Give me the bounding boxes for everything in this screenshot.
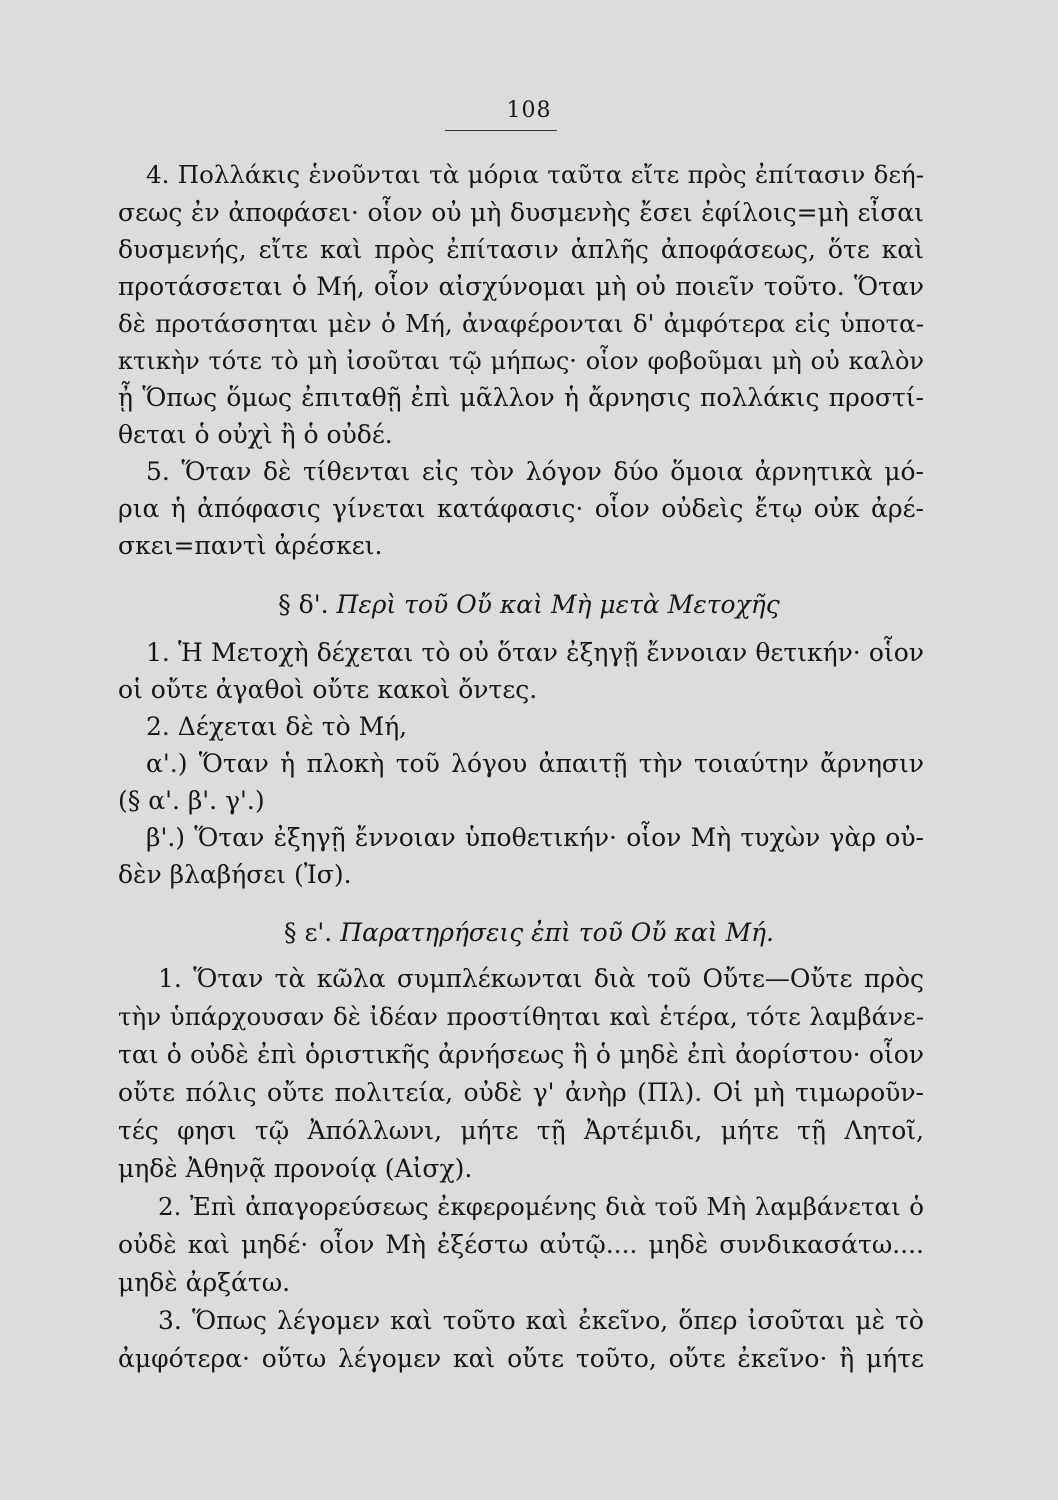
text-line: 5. Ὅταν δὲ τίθενται εἰς τὸν λόγον δύο ὅμοια ἀρνητικὰ μό-	[146, 457, 924, 486]
text-line: ται ὁ οὐδὲ ἐπὶ ὁριστικῆς ἀρνήσεως ἢ ὁ μηδὲ ἐπὶ ἀορίστου· οἷον	[118, 1040, 924, 1069]
text-line: (§ α'. β'. γ'.)	[118, 786, 265, 815]
text-line: ᾖ Ὅπως ὅμως ἐπιταθῇ ἐπὶ μᾶλλον ἡ ἄρνησις πολλάκις προστί-	[118, 383, 924, 412]
text-line: σεως ἐν ἀποφάσει· οἷον οὐ μὴ δυσμενὴς ἔσει ἐφίλοις=μὴ εἶσαι	[118, 198, 924, 227]
section-title: Περὶ τοῦ Οὔ καὶ Μὴ μετὰ Μετοχῆς	[336, 590, 780, 619]
text-line: κτικὴν τότε τὸ μὴ ἰσοῦται τῷ μήπως· οἷον φοβοῦμαι μὴ οὐ καλὸν	[118, 347, 924, 375]
header-rule	[445, 130, 557, 131]
text-line: ἀμφότερα· οὕτω λέγομεν καὶ οὔτε τοῦτο, οὔτε ἐκεῖνο· ἢ μήτε	[118, 1344, 924, 1373]
text-line: θεται ὁ οὐχὶ ἢ ὁ οὐδέ.	[118, 420, 393, 449]
page-number: 108	[506, 98, 552, 123]
text-line: 1. Ὅταν τὰ κῶλα συμπλέκωνται διὰ τοῦ Οὔτε—Οὔτε πρὸς	[158, 964, 924, 993]
text-line: οὔτε πόλις οὔτε πολιτεία, οὐδὲ γ' ἀνὴρ (Πλ). Οἱ μὴ τιμωροῦν-	[118, 1078, 924, 1107]
text-line: προτάσσεται ὁ Μή, οἷον αἰσχύνομαι μὴ οὐ ποιεῖν τοῦτο. Ὅταν	[118, 272, 924, 301]
text-line: α'.) Ὅταν ἡ πλοκὴ τοῦ λόγου ἀπαιτῇ τὴν τοιαύτην ἄρνησιν	[146, 749, 924, 778]
text-line: οὐδὲ καὶ μηδέ· οἷον Μὴ ἐξέστω αὐτῷ.... μηδὲ συνδικασάτω....	[118, 1230, 924, 1259]
text-line: β'.) Ὅταν ἐξηγῇ ἔννοιαν ὑποθετικήν· οἷον Μὴ τυχὼν γὰρ οὐ-	[146, 823, 924, 852]
section-mark: § ε'.	[284, 918, 333, 947]
text-line: τές φησι τῷ Ἀπόλλωνι, μήτε τῇ Ἀρτέμιδι, μήτε τῇ Λητοῖ,	[118, 1116, 924, 1145]
text-line: 3. Ὅπως λέγομεν καὶ τοῦτο καὶ ἐκεῖνο, ὅπερ ἰσοῦται μὲ τὸ	[158, 1306, 924, 1335]
text-line: 1. Ἡ Μετοχὴ δέχεται τὸ οὐ ὅταν ἐξηγῇ ἔννοιαν θετικήν· οἷον	[146, 638, 924, 667]
text-line: δὲ προτάσσηται μὲν ὁ Μή, ἀναφέρονται δ' ἀμφότερα εἰς ὑποτα-	[118, 309, 924, 338]
text-line: οἱ οὔτε ἀγαθοὶ οὔτε κακοὶ ὄντες.	[118, 675, 538, 704]
text-line: 2. Ἐπὶ ἀπαγορεύσεως ἐκφερομένης διὰ τοῦ Μὴ λαμβάνεται ὁ	[158, 1192, 924, 1221]
text-line: μηδὲ ἀρξάτω.	[118, 1268, 291, 1297]
text-line: μηδὲ Ἀθηνᾷ προνοίᾳ (Αἰσχ).	[118, 1154, 473, 1183]
text-line: τὴν ὑπάρχουσαν δὲ ἰδέαν προστίθηται καὶ ἑτέρα, τότε λαμβάνε-	[118, 1002, 924, 1031]
text-line: 2. Δέχεται δὲ τὸ Μή,	[146, 712, 408, 741]
section-title: Παρατηρήσεις ἐπὶ τοῦ Οὔ καὶ Μή.	[340, 918, 774, 947]
text-line: σκει=παντὶ ἀρέσκει.	[118, 531, 383, 560]
text-line: δὲν βλαβήσει (Ἰσ).	[118, 860, 352, 889]
section-mark: § δ'.	[278, 590, 329, 619]
text-line: 4. Πολλάκις ἑνοῦνται τὰ μόρια ταῦτα εἴτε πρὸς ἐπίτασιν δεή-	[146, 160, 924, 189]
text-line: ρια ἡ ἀπόφασις γίνεται κατάφασις· οἷον οὐδεὶς ἔτῳ οὐκ ἀρέ-	[118, 494, 924, 523]
section-heading-epsilon	[0, 918, 1058, 947]
text-line: δυσμενής, εἴτε καὶ πρὸς ἐπίτασιν ἁπλῆς ἀποφάσεως, ὅτε καὶ	[118, 235, 924, 264]
section-heading-delta	[0, 590, 1058, 619]
